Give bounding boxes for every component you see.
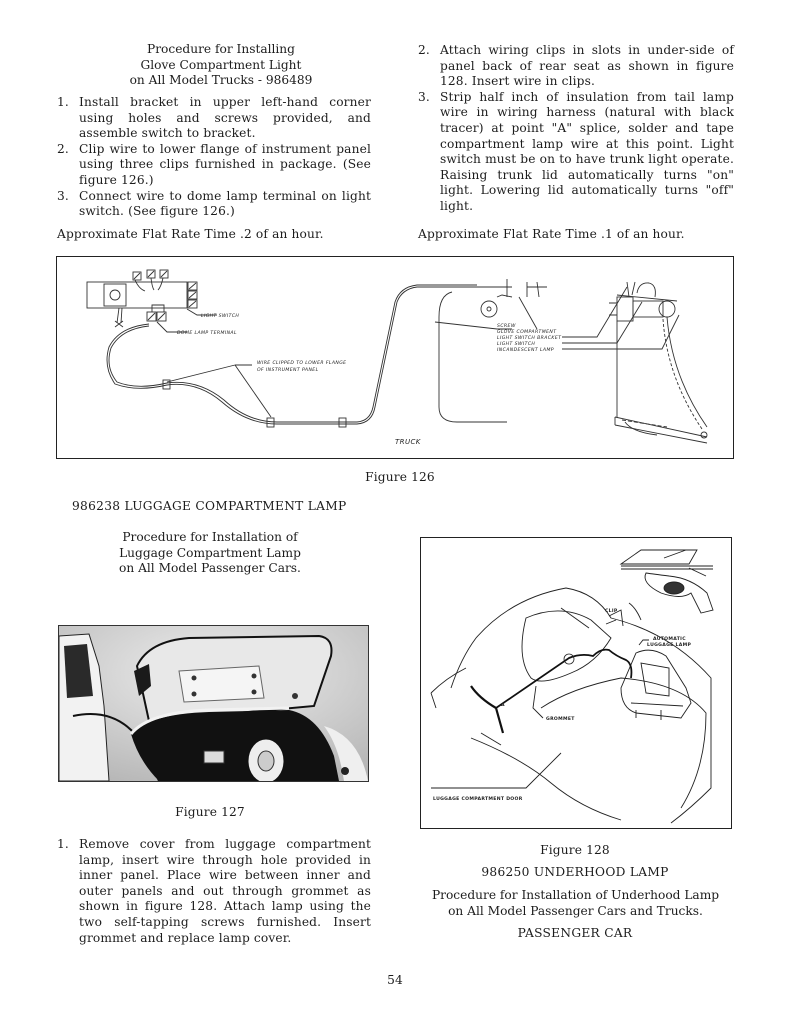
luggage-section-title: 986238 LUGGAGE COMPARTMENT LAMP bbox=[72, 499, 347, 513]
wiring-diagram-truck bbox=[57, 257, 733, 458]
heading-line: Glove Compartment Light bbox=[140, 57, 302, 72]
figure-128-caption: Figure 128 bbox=[540, 843, 610, 857]
page-number: 54 bbox=[387, 973, 403, 987]
heading-line: Procedure for Installing bbox=[147, 42, 295, 56]
glove-procedure-heading bbox=[60, 42, 382, 89]
list-item: 2. Attach wiring clips in slots in under-side of panel back of rear seat as shown in figure 128. Insert wire in clips. bbox=[418, 43, 734, 89]
glove-steps-list bbox=[57, 95, 371, 220]
list-item: 2. Clip wire to lower flange of instrument panel using three clips furnished in package. (See figure 126.) bbox=[57, 141, 371, 187]
label-point-a: A bbox=[501, 703, 505, 708]
luggage-steps-list bbox=[57, 837, 371, 946]
label-luggage-compartment-door: LUGGAGE COMPARTMENT DOOR bbox=[433, 797, 523, 802]
label-glove-compartment: GLOVE COMPARTMENT bbox=[497, 330, 557, 335]
figure-127-caption: Figure 127 bbox=[175, 805, 245, 819]
luggage-flat-rate: Approximate Flat Rate Time .1 of an hour. bbox=[418, 227, 685, 241]
label-wire-clipped-2: OF INSTRUMENT PANEL bbox=[257, 368, 319, 373]
figure-128-diagram bbox=[420, 537, 732, 829]
label-clip: CLIP bbox=[605, 609, 618, 614]
heading-line: Luggage Compartment Lamp bbox=[119, 545, 301, 560]
figure-126-diagram bbox=[56, 256, 734, 459]
label-light-switch-bracket: LIGHT SWITCH BRACKET bbox=[497, 336, 562, 341]
list-item: 1. Remove cover from luggage compartment lamp, insert wire through hole provided in inner panel. Place wire between inner and outer panels and out through grommet as shown in figure 128. Attach lamp using the two self-tapping screws furnished. Insert grommet and replace lamp cover. bbox=[57, 837, 371, 945]
luggage-procedure-heading bbox=[60, 530, 360, 577]
figure-127-photo bbox=[58, 625, 369, 782]
list-item: 1. Install bracket in upper left-hand corner using holes and screws provided, and assemble switch to bracket. bbox=[57, 95, 371, 141]
heading-line: on All Model Passenger Cars. bbox=[119, 561, 301, 576]
list-item: 3. Strip half inch of insulation from tail lamp wire in wiring harness (natural with black tracer) at point "A" splice, solder and tape compartment lamp wire at this point. Light switch must be on to have trunk light operate. Raising trunk lid automatically turns "on" light. Lowering lid automatically turns "off" light. bbox=[418, 89, 734, 213]
heading-line: on All Model Passenger Cars and Trucks. bbox=[448, 903, 703, 918]
label-light-switch-2: LIGHT SWITCH bbox=[497, 342, 536, 347]
label-incandescent-lamp: INCANDESCENT LAMP bbox=[497, 348, 554, 353]
underhood-procedure-heading bbox=[408, 888, 743, 919]
luggage-continued-steps bbox=[418, 43, 734, 215]
underhood-section-title: 986250 UNDERHOOD LAMP bbox=[481, 865, 669, 879]
label-screw: SCREW bbox=[497, 324, 516, 329]
figure-126-caption: Figure 126 bbox=[365, 470, 435, 484]
label-dome-lamp-terminal: DOME LAMP TERMINAL bbox=[177, 331, 237, 336]
glove-flat-rate: Approximate Flat Rate Time .2 of an hour. bbox=[57, 227, 324, 241]
label-light-switch: LIGHT SWITCH bbox=[201, 314, 240, 319]
heading-line: on All Model Trucks - 986489 bbox=[129, 73, 313, 88]
heading-line: Procedure for Installation of Underhood Lamp bbox=[431, 888, 720, 902]
label-wire-clipped: WIRE CLIPPED TO LOWER FLANGE bbox=[257, 361, 347, 366]
label-truck: TRUCK bbox=[395, 438, 421, 446]
heading-line: Procedure for Installation of bbox=[122, 530, 298, 544]
luggage-lamp-wiring-diagram bbox=[421, 538, 731, 828]
label-luggage-lamp: LUGGAGE LAMP bbox=[647, 643, 692, 648]
label-automatic: AUTOMATIC bbox=[653, 637, 686, 642]
underhood-subheading: PASSENGER CAR bbox=[517, 926, 633, 940]
label-grommet: GROMMET bbox=[546, 717, 575, 722]
trunk-open-photo bbox=[59, 626, 368, 781]
list-item: 3. Connect wire to dome lamp terminal on light switch. (See figure 126.) bbox=[57, 188, 371, 219]
